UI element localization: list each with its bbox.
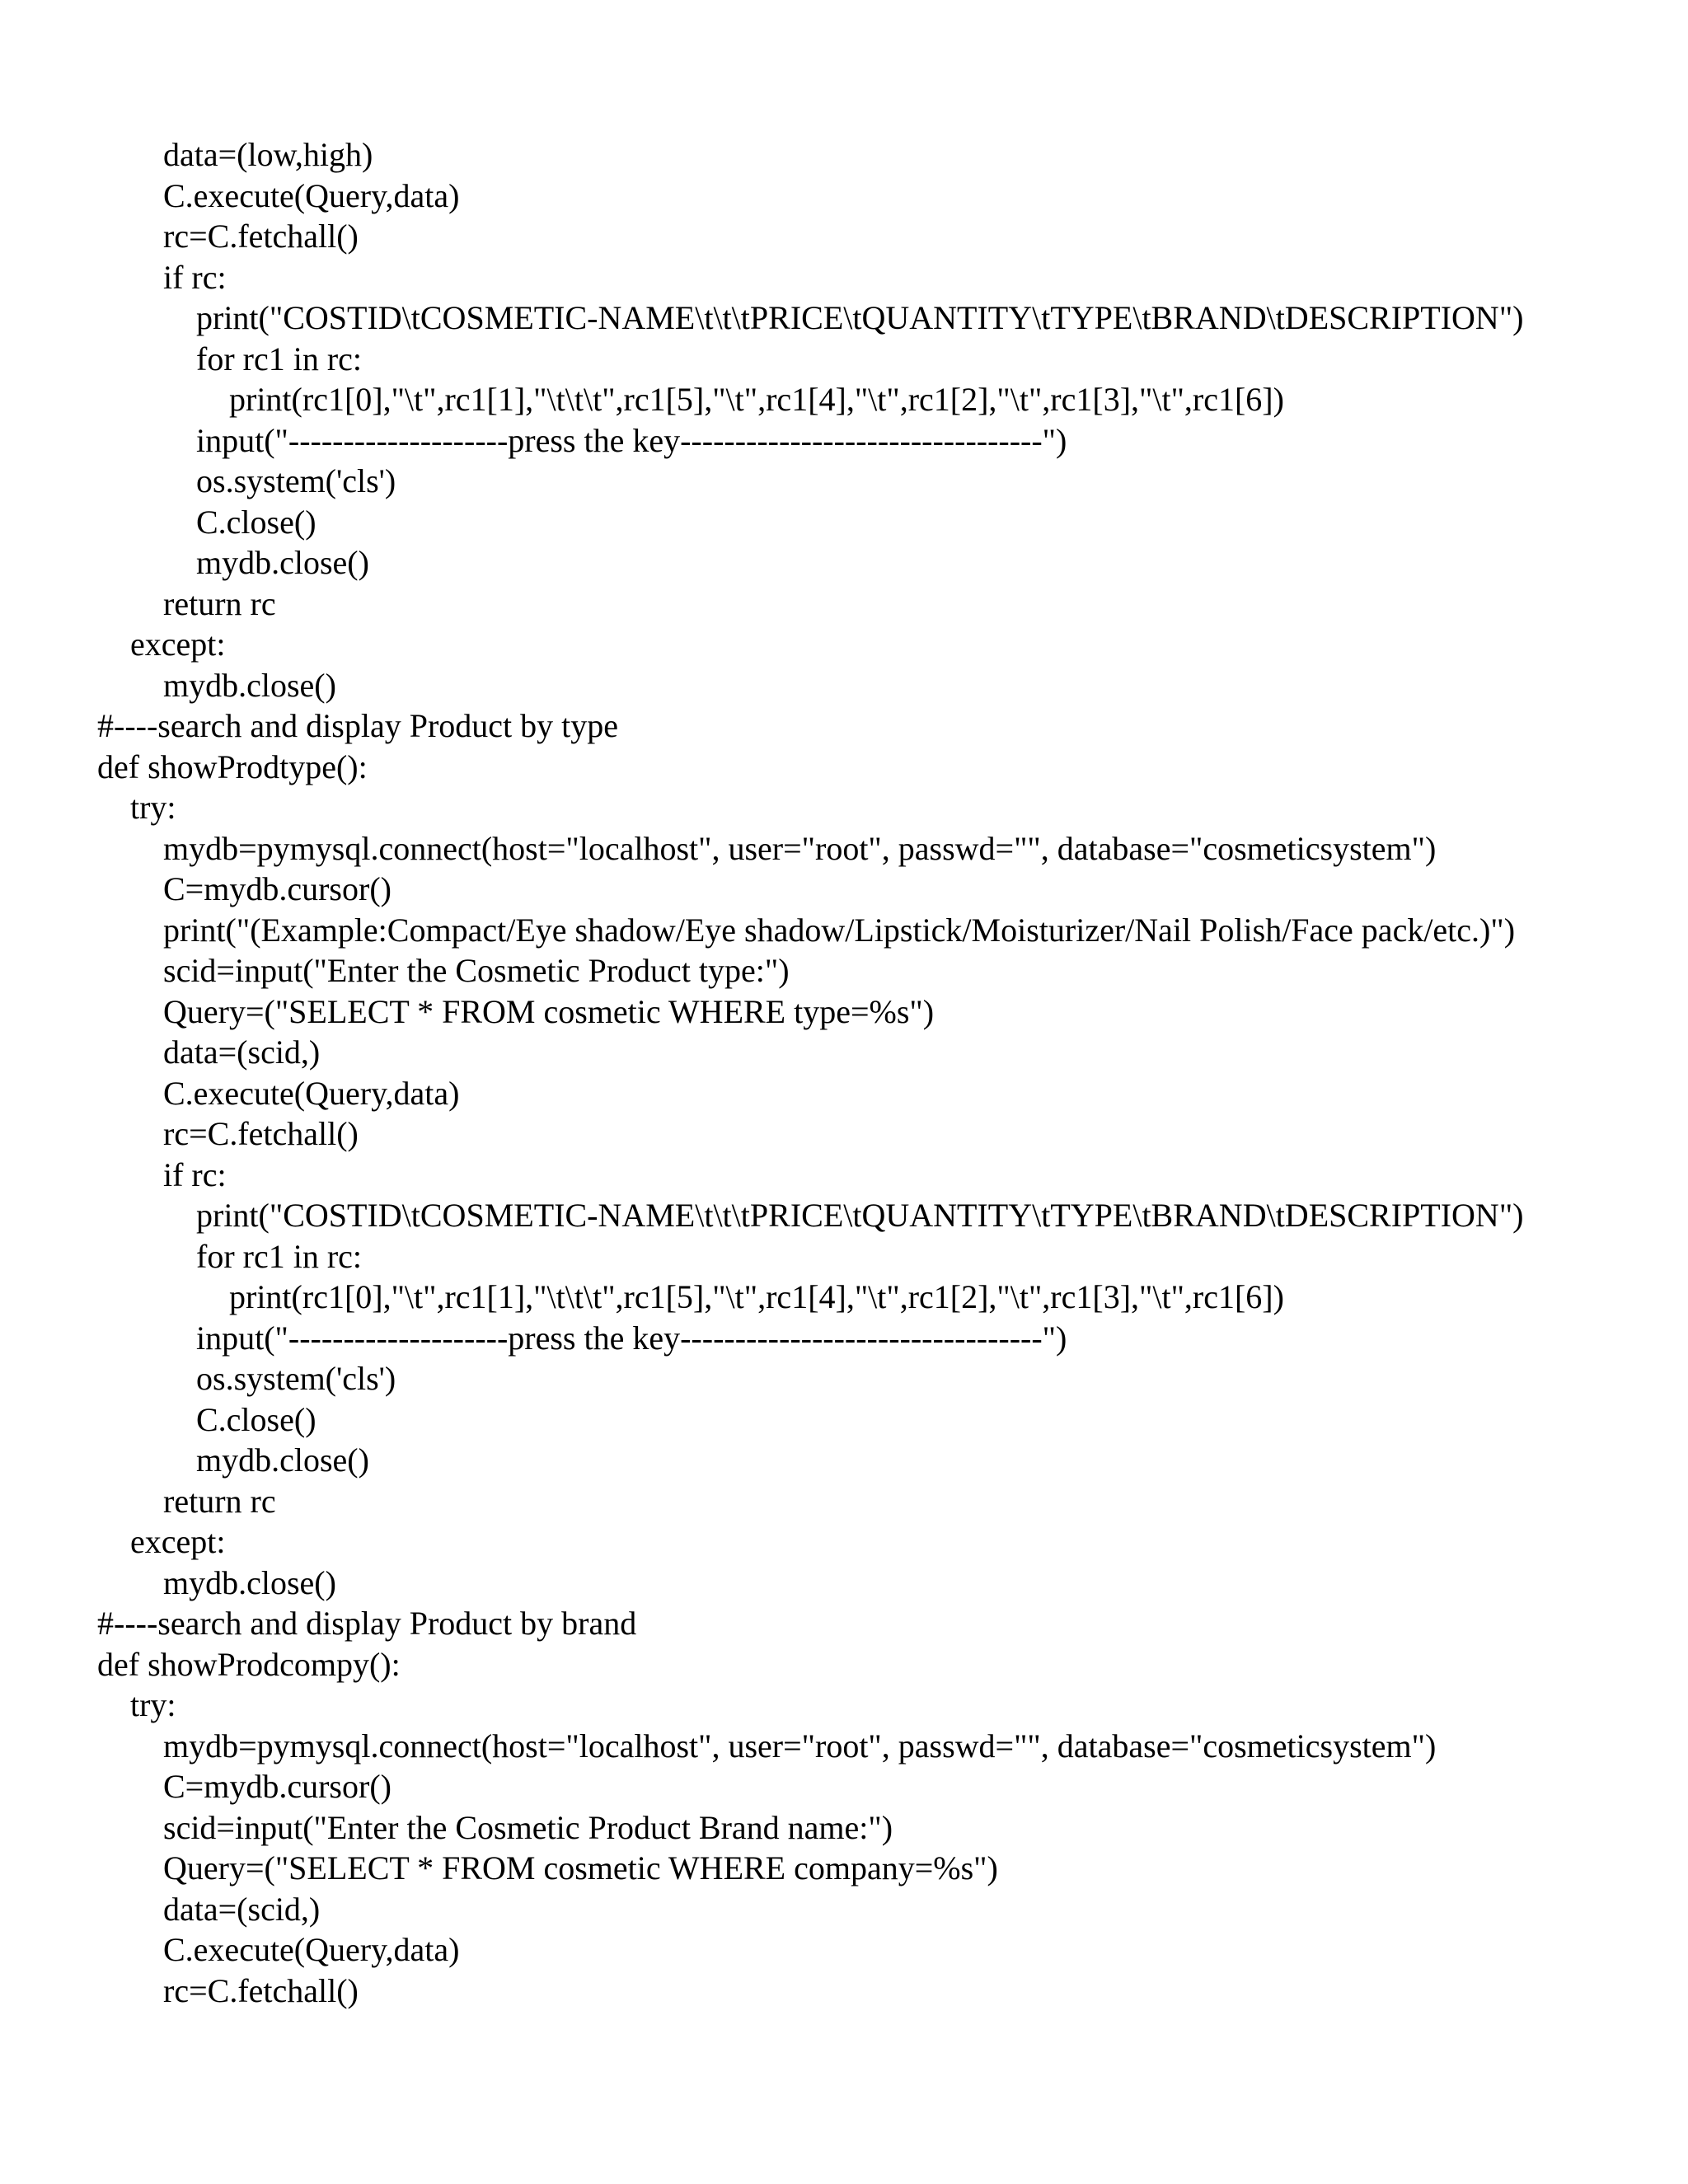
code-line: rc=C.fetchall() — [163, 218, 359, 255]
code-line: print("COSTID\tCOSMETIC-NAME\t\t\tPRICE\tQUANTITY\tTYPE\tBRAND\tDESCRIPTION") — [196, 299, 1524, 336]
code-line: print(rc1[0],"\t",rc1[1],"\t\t\t",rc1[5],"\t",rc1[4],"\t",rc1[2],"\t",rc1[3],"\t",rc1[6]) — [229, 1278, 1284, 1315]
code-line: data=(scid,) — [163, 1033, 321, 1071]
code-line: for rc1 in rc: — [196, 340, 363, 377]
code-line: C.execute(Query,data) — [163, 1074, 460, 1112]
code-line: data=(low,high) — [163, 136, 373, 173]
code-line: data=(scid,) — [163, 1890, 321, 1928]
code-line: return rc — [163, 584, 276, 622]
code-line: def showProdcompy(): — [97, 1645, 401, 1683]
code-line: input("--------------------press the key---------------------------------") — [196, 421, 1067, 459]
code-line: C=mydb.cursor() — [163, 870, 392, 907]
code-line: except: — [130, 626, 226, 663]
code-line: os.system('cls') — [196, 462, 396, 499]
code-line: os.system('cls') — [196, 1360, 396, 1397]
code-line: #----search and display Product by brand — [97, 1605, 637, 1642]
code-line: C.close() — [196, 1400, 316, 1438]
code-line: try: — [130, 1686, 176, 1723]
code-line: rc=C.fetchall() — [163, 1115, 359, 1152]
code-line: print("COSTID\tCOSMETIC-NAME\t\t\tPRICE\tQUANTITY\tTYPE\tBRAND\tDESCRIPTION") — [196, 1197, 1524, 1234]
code-line: if rc: — [163, 258, 227, 296]
code-line: print(rc1[0],"\t",rc1[1],"\t\t\t",rc1[5],"\t",rc1[4],"\t",rc1[2],"\t",rc1[3],"\t",rc1[6]) — [229, 381, 1284, 418]
code-line: #----search and display Product by type — [97, 707, 619, 744]
code-line: mydb=pymysql.connect(host="localhost", user="root", passwd="", database="cosmeticsystem") — [163, 1727, 1437, 1765]
code-line: mydb.close() — [196, 1441, 369, 1479]
code-line: scid=input("Enter the Cosmetic Product type:") — [163, 952, 790, 989]
code-line: rc=C.fetchall() — [163, 1971, 359, 2009]
code-line: C.execute(Query,data) — [163, 1931, 460, 1968]
code-line: Query=("SELECT * FROM cosmetic WHERE company=%s") — [163, 1849, 998, 1886]
code-line: input("--------------------press the key---------------------------------") — [196, 1319, 1067, 1357]
code-listing — [97, 134, 1647, 2011]
code-line: print("(Example:Compact/Eye shadow/Eye shadow/Lipstick/Moisturizer/Nail Polish/Face pack/etc.)") — [163, 911, 1516, 949]
code-line: except: — [130, 1523, 226, 1560]
code-line: mydb.close() — [163, 666, 336, 704]
code-line: return rc — [163, 1482, 276, 1520]
code-line: for rc1 in rc: — [196, 1237, 363, 1275]
code-line: C.execute(Query,data) — [163, 176, 460, 214]
code-line: mydb=pymysql.connect(host="localhost", user="root", passwd="", database="cosmeticsystem") — [163, 829, 1437, 867]
code-line: C.close() — [196, 503, 316, 541]
code-line: C=mydb.cursor() — [163, 1768, 392, 1805]
code-line: def showProdtype(): — [97, 748, 368, 785]
code-line: mydb.close() — [163, 1563, 336, 1601]
code-line: try: — [130, 789, 176, 826]
code-line: scid=input("Enter the Cosmetic Product Brand name:") — [163, 1808, 893, 1846]
code-line: mydb.close() — [196, 544, 369, 581]
code-line: if rc: — [163, 1155, 227, 1193]
code-line: Query=("SELECT * FROM cosmetic WHERE type=%s") — [163, 992, 935, 1030]
